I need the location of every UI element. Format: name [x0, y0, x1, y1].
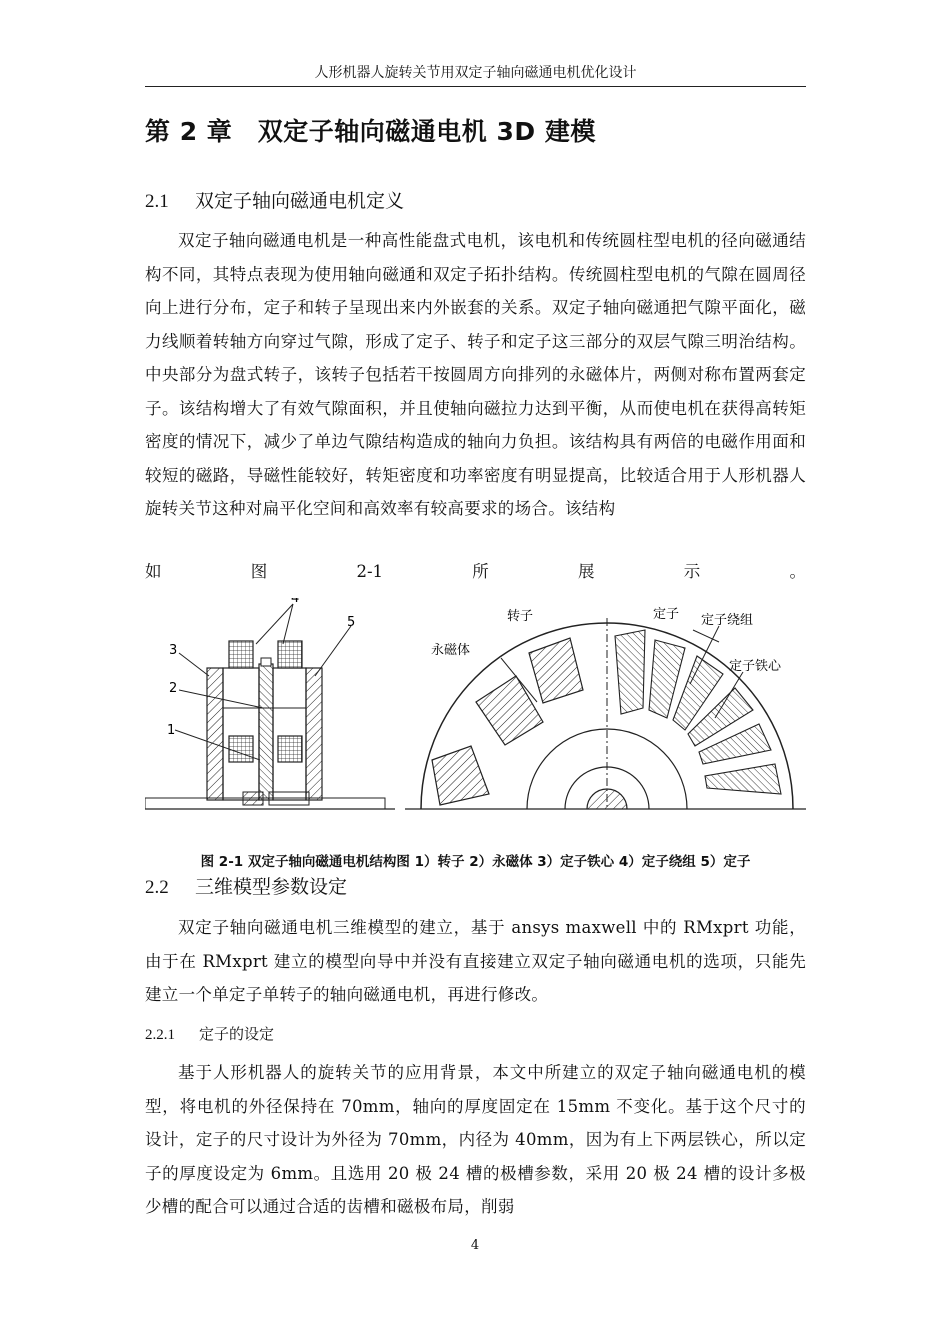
spread-char: 2-1 — [356, 562, 384, 581]
figure-caption: 图 2-1 双定子轴向磁通电机结构图 1）转子 2）永磁体 3）定子铁心 4）定子绕组 5）定子 — [200, 854, 751, 870]
label-2: 2 — [169, 681, 178, 696]
section-heading-2-1 — [145, 186, 404, 213]
disc-view — [405, 607, 806, 809]
spread-char: 所 — [472, 562, 489, 581]
label-core: 定子铁心 — [729, 659, 782, 674]
section-2-2-paragraph: 双定子轴向磁通电机三维模型的建立，基于 ansys maxwell 中的 RMxprt 功能，由于在 RMxprt 建立的模型向导中并没有直接建立双定子轴向磁通电机的选项，只能先建立一个单定子单转子的轴向磁通电机，再进行修改。 — [145, 918, 806, 1004]
subsection-title: 定子的设定 — [199, 1025, 275, 1043]
subsection-number: 2.2.1 — [145, 1027, 175, 1043]
spread-char: 示 — [683, 562, 701, 581]
label-1: 1 — [167, 723, 176, 738]
section-title: 双定子轴向磁通电机定义 — [195, 190, 405, 212]
chapter-title: 第 2 章 双定子轴向磁通电机 3D 建模 — [145, 117, 596, 146]
section-2-1-last-line — [145, 555, 806, 589]
running-header: 人形机器人旋转关节用双定子轴向磁通电机优化设计 — [145, 62, 806, 87]
label-winding: 定子绕组 — [701, 613, 754, 628]
page-number: 4 — [470, 1238, 480, 1253]
label-magnet: 永磁体 — [431, 643, 471, 658]
label-4: 4 — [291, 598, 300, 606]
motor-structure-diagram — [145, 598, 806, 843]
section-title: 三维模型参数设定 — [195, 876, 348, 898]
section-2-1-paragraph: 双定子轴向磁通电机是一种高性能盘式电机，该电机和传统圆柱型电机的径向磁通结构不同，其特点表现为使用轴向磁通和双定子拓扑结构。传统圆柱型电机的气隙在圆周径向上进行分布，定子和转子呈现出来内外嵌套的关系。双定子轴向磁通把气隙平面化，磁力线顺着转轴方向穿过气隙，形成了定子、转子和定子这三部分的双层气隙三明治结构。中央部分为盘式转子，该转子包括若干按圆周方向排列的永磁体片，两侧对称布置两套定子。该结构增大了有效气隙面积，并且使轴向磁拉力达到平衡，从而使电机在获得高转矩密度的情况下，减少了单边气隙结构造成的轴向力负担。该结构具有两倍的电磁作用面和较短的磁路，导磁性能较好，转矩密度和功率密度有明显提高，比较适合用于人形机器人旋转关节这种对扁平化空间和高效率有较高要求的场合。该结构 — [145, 231, 806, 518]
label-stator: 定子 — [653, 607, 680, 622]
figure-2-1 — [145, 598, 806, 843]
subsection-heading-2-2-1 — [145, 1023, 274, 1044]
spread-char: 图 — [250, 562, 268, 581]
label-rotor: 转子 — [507, 609, 534, 624]
label-5: 5 — [347, 615, 356, 630]
section-heading-2-2 — [145, 872, 347, 899]
spread-char: 展 — [578, 562, 595, 581]
section-number: 2.2 — [145, 877, 169, 898]
spread-char: 。 — [789, 562, 806, 581]
spread-char: 如 — [145, 562, 162, 581]
cross-section-view — [145, 598, 395, 809]
section-number: 2.1 — [145, 191, 169, 212]
subsection-2-2-1-paragraph: 基于人形机器人的旋转关节的应用背景，本文中所建立的双定子轴向磁通电机的模型，将电机的外径保持在 70mm，轴向的厚度固定在 15mm 不变化。基于这个尺寸的设计，定子的尺寸设计为外径为 70mm，内径为 40mm，因为有上下两层铁心，所以定子的厚度设定为 6mm。且选用 20 极 24 槽的极槽参数，采用 20 极 24 槽的设计多极少槽的配合可以通过合适的齿槽和磁极布局，削弱 — [145, 1063, 806, 1216]
label-3: 3 — [169, 643, 178, 658]
